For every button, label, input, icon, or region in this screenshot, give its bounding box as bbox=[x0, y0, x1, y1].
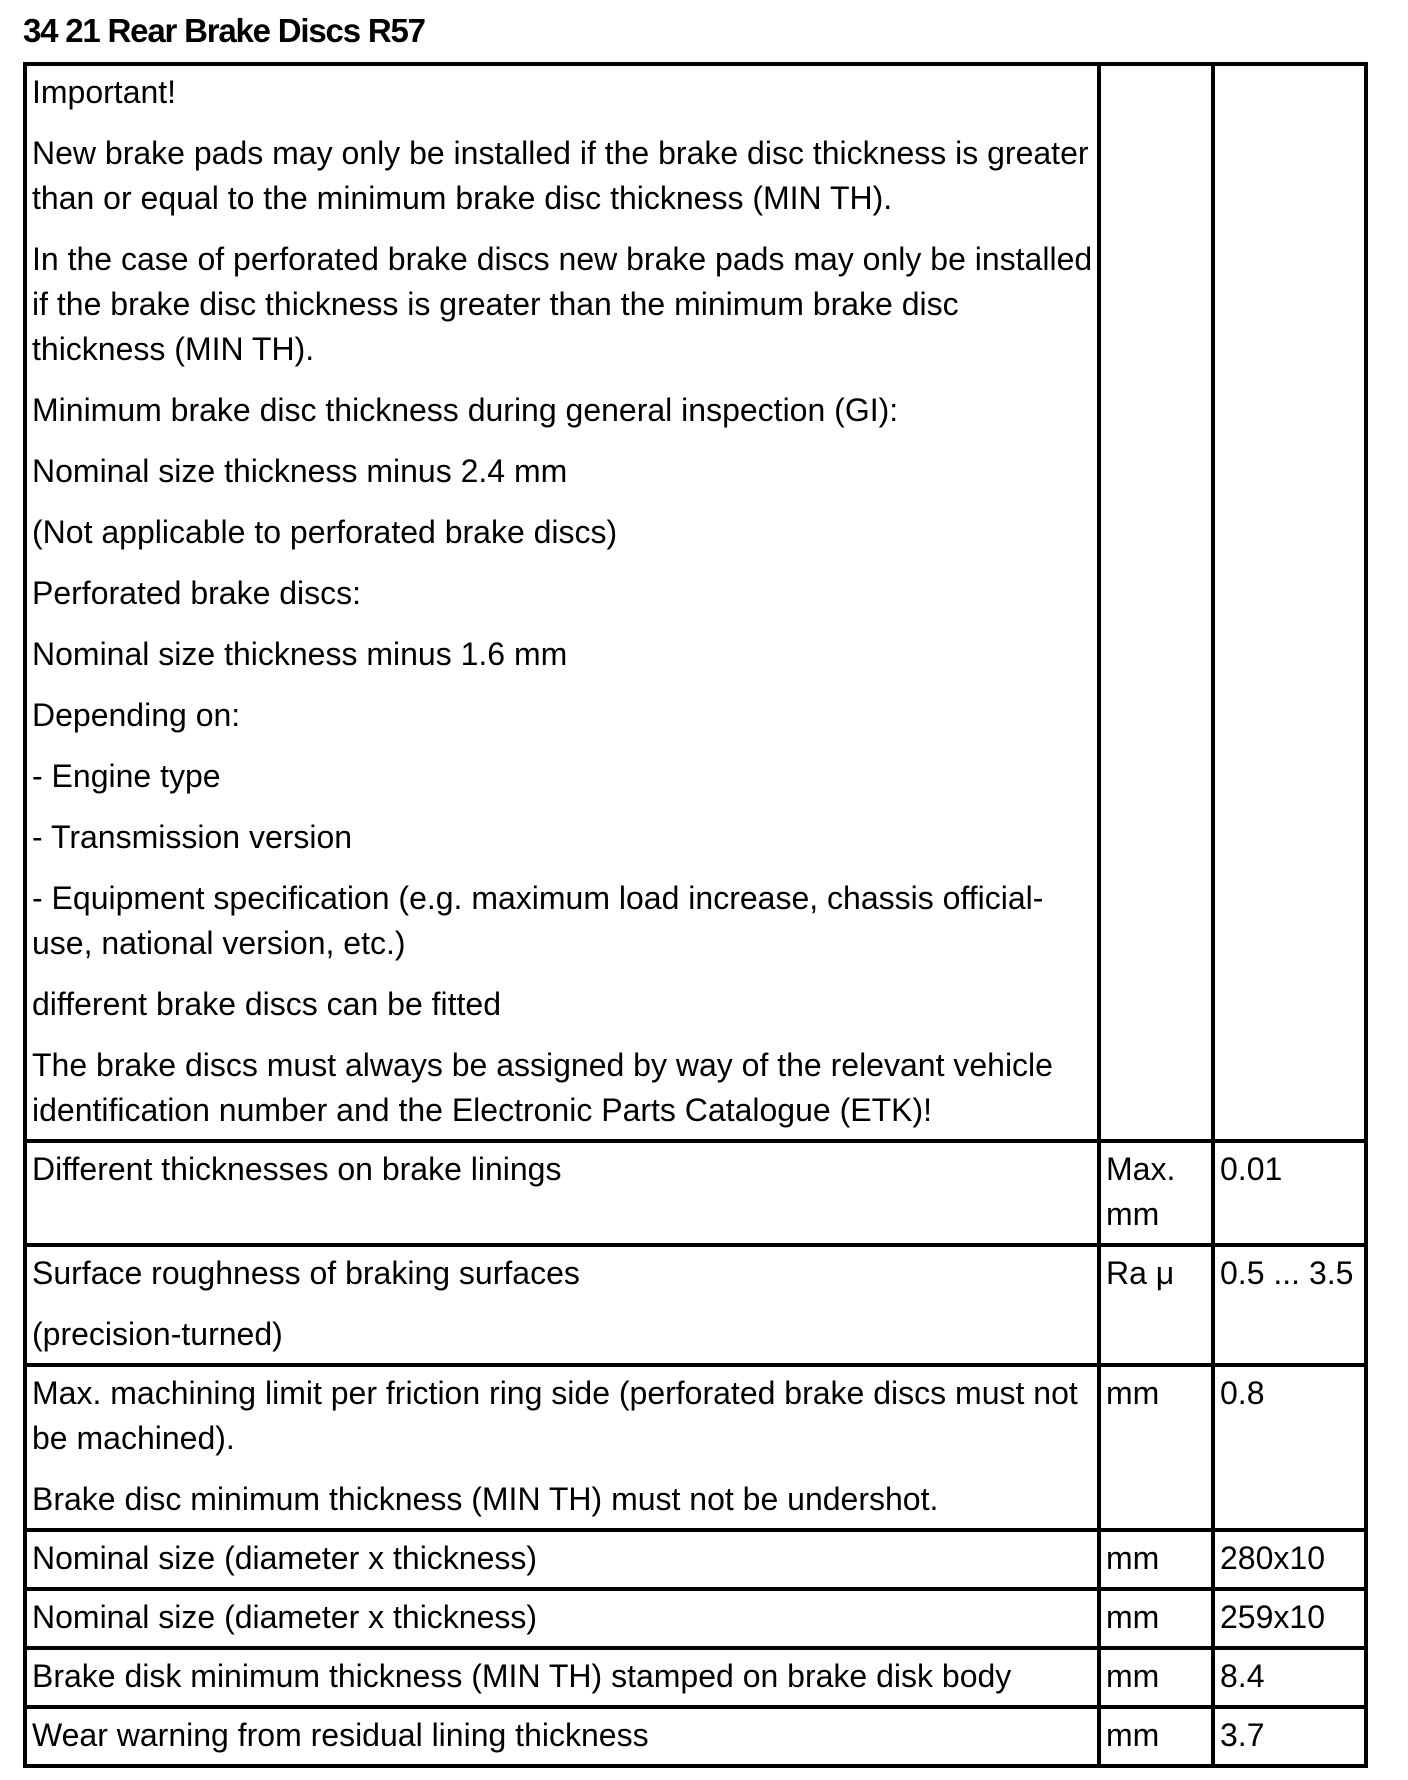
table-row bbox=[25, 1365, 1366, 1530]
value-cell: 259x10 bbox=[1213, 1589, 1366, 1648]
table-row bbox=[25, 1648, 1366, 1707]
row-text: Nominal size (diameter x thickness) bbox=[32, 1599, 538, 1635]
row-text: Brake disk minimum thickness (MIN TH) stamped on brake disk body bbox=[32, 1658, 1012, 1694]
intro-paragraph: Nominal size thickness minus 2.4 mm bbox=[32, 453, 568, 489]
row-text: (precision-turned) bbox=[32, 1316, 283, 1352]
unit-cell bbox=[1099, 64, 1213, 1141]
intro-paragraph: In the case of perforated brake discs new brake pads may only be installed if the brake disc thickness is greater than the minimum brake disc thickness (MIN TH). bbox=[32, 241, 1093, 367]
document-title: 34 21 Rear Brake Discs R57 bbox=[23, 12, 425, 49]
row-text: Nominal size (diameter x thickness) bbox=[32, 1540, 538, 1576]
intro-paragraph: different brake discs can be fitted bbox=[32, 986, 502, 1022]
table-row bbox=[25, 1707, 1366, 1766]
unit-cell: mm bbox=[1099, 1589, 1213, 1648]
value-cell: 3.7 bbox=[1213, 1707, 1366, 1766]
unit-cell: Ra μ bbox=[1099, 1245, 1213, 1365]
intro-paragraph: Nominal size thickness minus 1.6 mm bbox=[32, 636, 568, 672]
intro-paragraph: - Engine type bbox=[32, 758, 221, 794]
value-cell: 280x10 bbox=[1213, 1530, 1366, 1589]
intro-paragraph: Minimum brake disc thickness during general inspection (GI): bbox=[32, 392, 899, 428]
table-row bbox=[25, 1245, 1366, 1365]
row-text: Different thicknesses on brake linings bbox=[32, 1151, 562, 1187]
intro-paragraph: New brake pads may only be installed if the brake disc thickness is greater than or equal to the minimum brake disc thickness (MIN TH). bbox=[32, 135, 1089, 216]
description-cell bbox=[25, 1707, 1099, 1766]
value-cell: 0.01 bbox=[1213, 1141, 1366, 1245]
description-cell bbox=[25, 1648, 1099, 1707]
table-row bbox=[25, 1530, 1366, 1589]
table-row-intro bbox=[25, 64, 1366, 1141]
description-cell bbox=[25, 1530, 1099, 1589]
table-row bbox=[25, 1589, 1366, 1648]
unit-cell: mm bbox=[1099, 1707, 1213, 1766]
intro-paragraph: Perforated brake discs: bbox=[32, 575, 362, 611]
specification-table bbox=[23, 62, 1368, 1768]
description-cell bbox=[25, 1365, 1099, 1530]
row-text: Brake disc minimum thickness (MIN TH) must not be undershot. bbox=[32, 1481, 939, 1517]
description-cell bbox=[25, 64, 1099, 1141]
value-cell: 0.5 ... 3.5 bbox=[1213, 1245, 1366, 1365]
row-text: Surface roughness of braking surfaces bbox=[32, 1255, 580, 1291]
unit-cell: Max. mm bbox=[1099, 1141, 1213, 1245]
description-cell bbox=[25, 1589, 1099, 1648]
unit-cell: mm bbox=[1099, 1648, 1213, 1707]
table-row bbox=[25, 1141, 1366, 1245]
value-cell bbox=[1213, 64, 1366, 1141]
intro-paragraph-important: Important! bbox=[32, 74, 177, 110]
value-cell: 8.4 bbox=[1213, 1648, 1366, 1707]
value-cell: 0.8 bbox=[1213, 1365, 1366, 1530]
intro-paragraph: - Equipment specification (e.g. maximum load increase, chassis official-use, national version, etc.) bbox=[32, 880, 1044, 961]
unit-cell: mm bbox=[1099, 1530, 1213, 1589]
description-cell bbox=[25, 1141, 1099, 1245]
row-text: Wear warning from residual lining thickness bbox=[32, 1717, 649, 1753]
row-text: Max. machining limit per friction ring side (perforated brake discs must not be machined). bbox=[32, 1375, 1078, 1456]
intro-paragraph: - Transmission version bbox=[32, 819, 353, 855]
intro-paragraph: Depending on: bbox=[32, 697, 241, 733]
unit-cell: mm bbox=[1099, 1365, 1213, 1530]
intro-paragraph: (Not applicable to perforated brake discs) bbox=[32, 514, 618, 550]
intro-paragraph: The brake discs must always be assigned by way of the relevant vehicle identification number and the Electronic Parts Catalogue (ETK)! bbox=[32, 1047, 1053, 1128]
description-cell bbox=[25, 1245, 1099, 1365]
